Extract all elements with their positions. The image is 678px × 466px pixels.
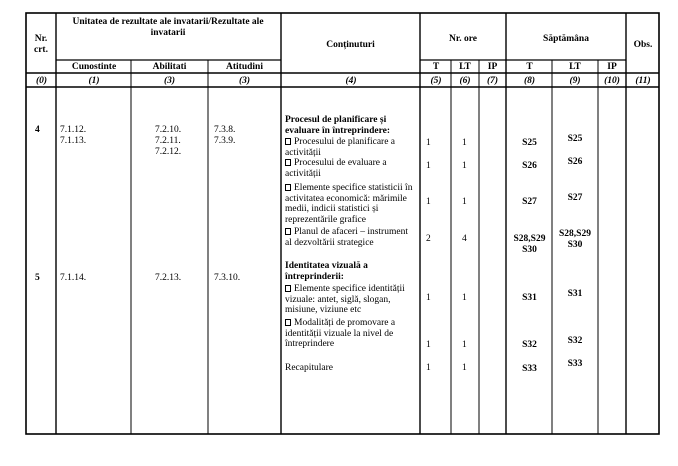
hours-lt: 1 — [462, 363, 467, 373]
col-number: (11) — [635, 76, 651, 86]
week-t: S26 — [522, 161, 537, 171]
week-lt: S27 — [567, 193, 583, 203]
hours-t: 1 — [426, 293, 431, 303]
header-unitati: Unitatea de rezultate ale invatarii/Rezultate ale invatarii — [72, 17, 264, 38]
week-t: S28,S29 S30 — [513, 234, 546, 255]
cunostinte-code: 7.1.12. — [60, 125, 87, 135]
hours-t: 1 — [426, 363, 431, 373]
row-number: 5 — [35, 273, 40, 283]
col-number: (3) — [163, 76, 176, 86]
header-nr-crt: Nr. crt. — [34, 34, 48, 55]
week-lt: S25 — [567, 134, 583, 144]
week-t: S25 — [522, 138, 537, 148]
recap-label: Recapitulare — [285, 363, 334, 373]
hours-t: 1 — [426, 161, 431, 171]
hours-lt: 1 — [462, 340, 467, 350]
abilitati-code: 7.2.11. — [155, 136, 181, 146]
hours-lt: 4 — [462, 234, 467, 244]
section-title: Procesul de planificare și evaluare în întreprindere: — [285, 115, 391, 136]
week-lt: S31 — [567, 289, 583, 299]
content-item: Planul de afaceri – instrument al dezvoltării strategice — [285, 227, 408, 248]
header-continuturi: Conținuturi — [326, 40, 375, 50]
col-number: (0) — [35, 76, 48, 86]
hours-t: 1 — [426, 197, 431, 207]
header-sapt-lt: LT — [569, 62, 581, 72]
checkbox-icon — [285, 285, 291, 292]
header-saptamana: Săptămâna — [543, 34, 589, 44]
week-t: S27 — [522, 197, 537, 207]
hours-lt: 1 — [462, 161, 467, 171]
header-cunostinte: Cunostinte — [71, 62, 117, 72]
atitudini-code: 7.3.10. — [214, 273, 241, 283]
week-t: S33 — [522, 364, 537, 374]
week-lt: S26 — [567, 157, 583, 167]
atitudini-code: 7.3.9. — [214, 136, 236, 146]
row-number: 4 — [35, 125, 40, 135]
week-t: S31 — [522, 293, 537, 303]
cunostinte-code: 7.1.13. — [60, 136, 87, 146]
week-lt: S28,S29 S30 — [559, 229, 591, 250]
cunostinte-code: 7.1.14. — [60, 273, 87, 283]
content-item: Modalități de promovare a identității vizuale la nivel de întreprindere — [285, 318, 396, 349]
col-number: (9) — [569, 76, 581, 86]
header-t: T — [432, 62, 440, 72]
header-ip: IP — [487, 62, 498, 72]
content-item: Elemente specifice identității vizuale: antet, siglă, slogan, misiune, viziune etc — [285, 284, 405, 315]
checkbox-icon — [285, 159, 291, 166]
col-number: (7) — [486, 76, 499, 86]
col-number: (8) — [523, 76, 536, 86]
week-lt: S32 — [567, 336, 583, 346]
section-title: Identitatea vizuală a întreprinderii: — [285, 261, 368, 282]
header-sapt-ip: IP — [607, 62, 617, 72]
col-number: (6) — [459, 76, 471, 86]
abilitati-code: 7.2.12. — [155, 147, 182, 157]
hours-lt: 1 — [462, 138, 467, 148]
content-item: Procesului de planificare a activității — [285, 137, 396, 158]
atitudini-code: 7.3.8. — [214, 125, 236, 135]
checkbox-icon — [285, 228, 291, 235]
col-number: (3) — [238, 76, 251, 86]
header-lt: LT — [459, 62, 471, 72]
col-number: (10) — [604, 76, 620, 86]
hours-t: 2 — [426, 234, 431, 244]
hours-t: 1 — [426, 340, 431, 350]
hours-lt: 1 — [462, 293, 467, 303]
header-obs: Obs. — [633, 40, 653, 50]
abilitati-code: 7.2.10. — [155, 125, 182, 135]
checkbox-icon — [285, 184, 291, 191]
hours-lt: 1 — [462, 197, 467, 207]
content-item: Procesului de evaluare a activității — [285, 158, 387, 179]
header-nr-ore: Nr. ore — [449, 34, 477, 44]
checkbox-icon — [285, 138, 291, 145]
col-number: (4) — [345, 76, 357, 86]
col-number: (1) — [88, 76, 100, 86]
abilitati-code: 7.2.13. — [155, 273, 182, 283]
hours-t: 1 — [426, 138, 431, 148]
week-lt: S33 — [567, 359, 583, 369]
header-atitudini: Atitudini — [226, 62, 263, 72]
header-sapt-t: T — [526, 62, 533, 72]
header-abilitati: Abilitati — [152, 62, 187, 72]
content-item: Elemente specifice statisticii în activitatea economică: mărimile medii, indicii statistici și reprezentările grafice — [285, 183, 413, 225]
checkbox-icon — [285, 319, 291, 326]
col-number: (5) — [430, 76, 442, 86]
week-t: S32 — [522, 340, 537, 350]
